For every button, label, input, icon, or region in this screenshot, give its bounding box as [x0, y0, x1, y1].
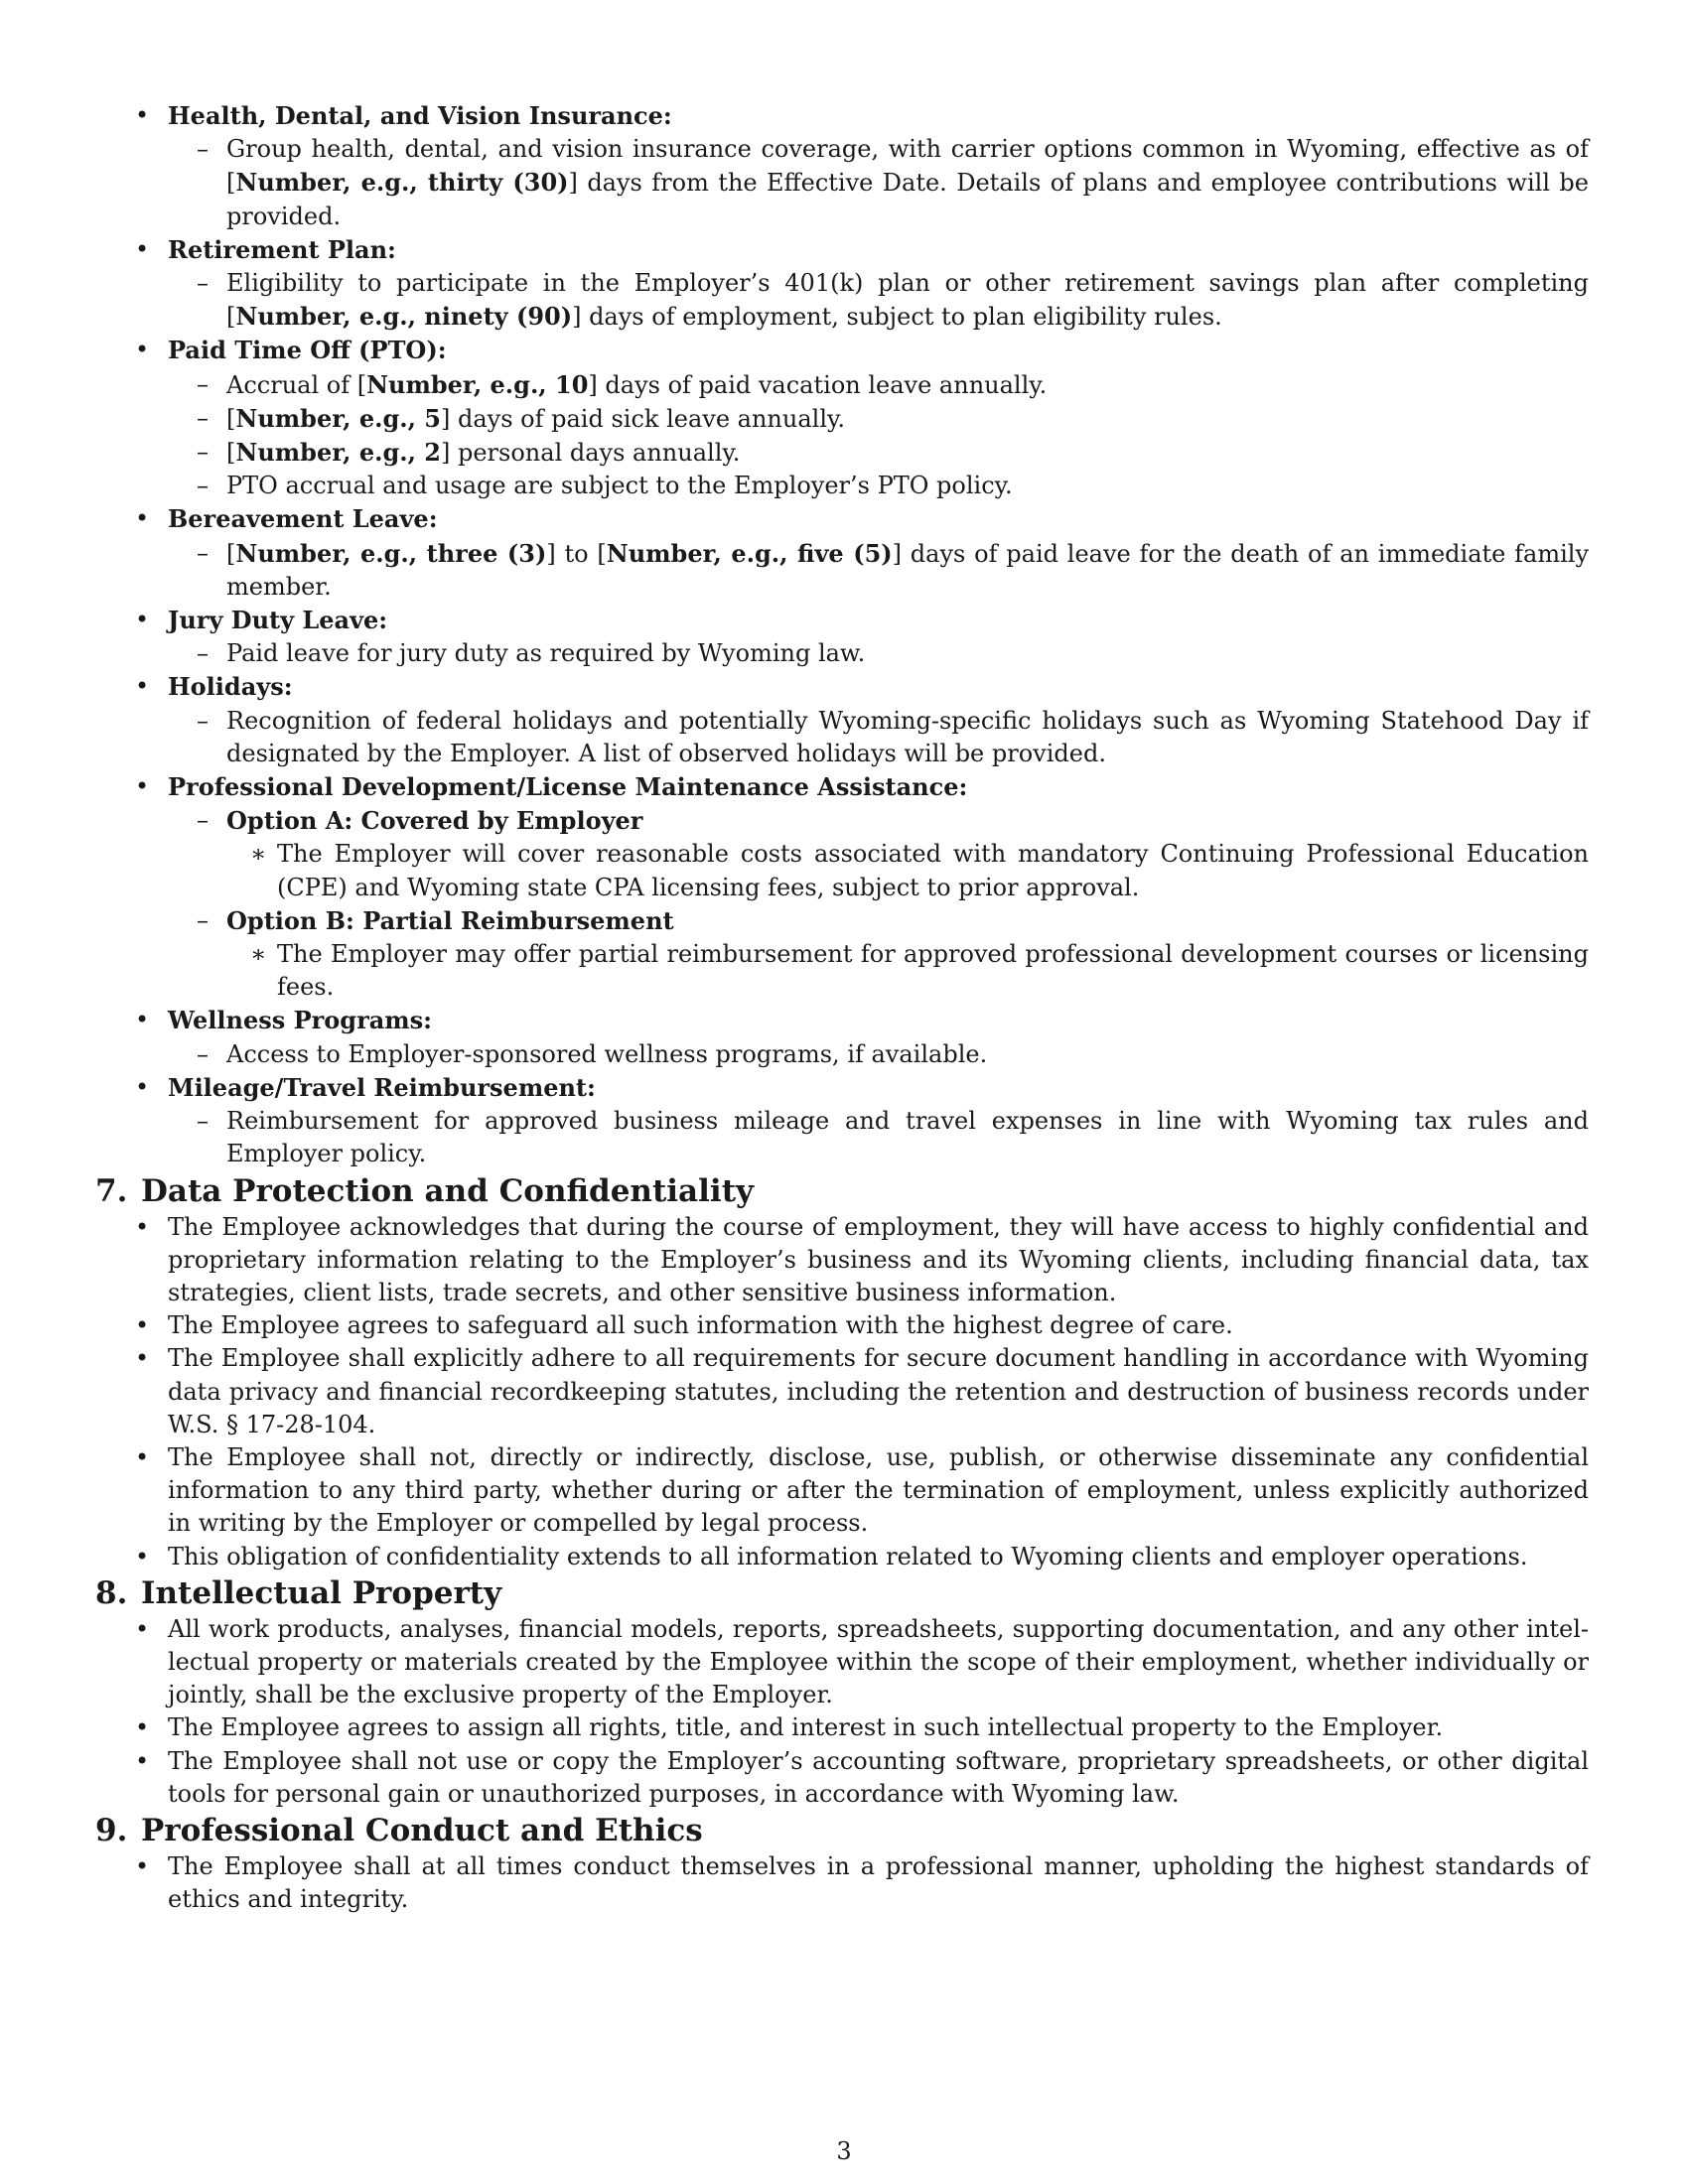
list-item: – Group health, dental, and vision insurance coverage, with carrier options common in Wyoming, effective as of [Number, e.g., thirty (30)] days from the Effective Date. Details of plans and employee contributions will be provided. — [168, 133, 1589, 233]
option-title: Option A: Covered by Employer — [226, 806, 643, 836]
benefit-title: Health, Dental, and Vision Insurance: — [168, 101, 672, 130]
list-item: – Paid leave for jury duty as required by Wyoming law. — [168, 637, 1589, 670]
list-item: – Reimbursement for approved business mileage and travel expenses in line with Wyoming tax rules and Employer policy. — [168, 1105, 1589, 1170]
list-item: – [Number, e.g., three (3)] to [Number, e.g., five (5)] days of paid leave for the death of an immediate family member. — [168, 537, 1589, 604]
benefit-title: Professional Development/License Maintenance Assistance: — [168, 772, 968, 802]
list-item: • All work products, analyses, financial models, reports, spreadsheets, supporting documentation, and any other intellectual property or materials created by the Employee within the scope of their employment, whether individually or jointly, shall be the exclusive property of the Employer. — [97, 1613, 1589, 1712]
list-item: – [Number, e.g., 2] personal days annually. — [168, 436, 1589, 470]
benefit-jury — [97, 604, 1589, 670]
section-heading-8: 8. Intellectual Property — [95, 1574, 502, 1611]
option-b — [168, 904, 1589, 1005]
list-item: ∗ The Employer may offer partial reimbursement for approved professional development courses or licensing fees. — [226, 938, 1589, 1004]
benefits-list — [97, 99, 1589, 1171]
benefit-title: Holidays: — [168, 672, 293, 702]
benefit-title: Paid Time Off (PTO): — [168, 336, 447, 365]
list-item: • The Employee shall not use or copy the Employer’s accounting software, proprietary spreadsheets, or other digital tools for personal gain or unauthorized purposes, in accordance with Wyoming law. — [97, 1745, 1589, 1811]
list-item: • The Employee acknowledges that during the course of employment, they will have access to highly confidential and proprietary information relating to the Employer’s business and its Wyoming clients, including financial data, tax strategies, client lists, trade secrets, and other sensitive business information. — [97, 1211, 1589, 1310]
benefit-wellness — [97, 1004, 1589, 1070]
list-item: – Recognition of federal holidays and potentially Wyoming-specific holidays such as Wyoming Statehood Day if designated by the Employer. A list of observed holidays will be provided. — [168, 705, 1589, 770]
list-item: • This obligation of confidentiality extends to all information related to Wyoming clients and employer operations. — [97, 1541, 1589, 1573]
list-item: • The Employee agrees to assign all rights, title, and interest in such intellectual property to the Employer. — [97, 1711, 1589, 1744]
list-item: ∗ The Employer will cover reasonable costs associated with mandatory Continuing Professional Education (CPE) and Wyoming state CPA licensing fees, subject to prior approval. — [226, 838, 1589, 903]
list-item: – Eligibility to participate in the Employer’s 401(k) plan or other retirement savings plan after completing [Number, e.g., ninety (90)] days of employment, subject to plan eligibility rules. — [168, 267, 1589, 334]
option-a — [168, 804, 1589, 904]
benefit-title: Bereavement Leave: — [168, 504, 438, 534]
benefit-professional-development — [97, 770, 1589, 1004]
list-item: – Accrual of [Number, e.g., 10] days of paid vacation leave annually. — [168, 368, 1589, 402]
option-title: Option B: Partial Reimbursement — [226, 905, 674, 935]
list-item: • The Employee shall at all times conduct themselves in a professional manner, upholding the highest standards of ethics and integrity. — [97, 1850, 1589, 1916]
section-8-list — [97, 1613, 1589, 1811]
benefit-holidays — [97, 670, 1589, 770]
benefit-mileage — [97, 1071, 1589, 1171]
section-7-list — [97, 1211, 1589, 1573]
list-item: – Access to Employer-sponsored wellness programs, if available. — [168, 1038, 1589, 1071]
page-number: 3 — [836, 2137, 852, 2165]
benefit-pto — [97, 334, 1589, 502]
benefit-title: Jury Duty Leave: — [168, 606, 388, 635]
page-content — [97, 99, 1589, 1916]
section-heading-9: 9. Professional Conduct and Ethics — [95, 1812, 703, 1848]
benefit-retirement — [97, 233, 1589, 335]
section-9-list — [97, 1850, 1589, 1916]
list-item: • The Employee shall explicitly adhere to all requirements for secure document handling in accordance with Wyoming data privacy and financial recordkeeping statutes, including the retention and destruction of business records under W.S. § 17-28-104. — [97, 1342, 1589, 1441]
benefit-health — [97, 99, 1589, 233]
benefit-title: Retirement Plan: — [168, 234, 396, 264]
list-item: – PTO accrual and usage are subject to the Employer’s PTO policy. — [168, 470, 1589, 502]
benefit-title: Wellness Programs: — [168, 1006, 433, 1035]
benefit-bereavement — [97, 502, 1589, 604]
list-item: • The Employee shall not, directly or indirectly, disclose, use, publish, or otherwise disseminate any confidential information to any third party, whether during or after the termination of employment, unless explicitly authorized in writing by the Employer or compelled by legal process. — [97, 1441, 1589, 1541]
list-item: • The Employee agrees to safeguard all such information with the highest degree of care. — [97, 1309, 1589, 1342]
benefit-title: Mileage/Travel Reimbursement: — [168, 1072, 596, 1102]
section-heading-7: 7. Data Protection and Confidentiality — [95, 1172, 755, 1209]
list-item: – [Number, e.g., 5] days of paid sick leave annually. — [168, 402, 1589, 436]
